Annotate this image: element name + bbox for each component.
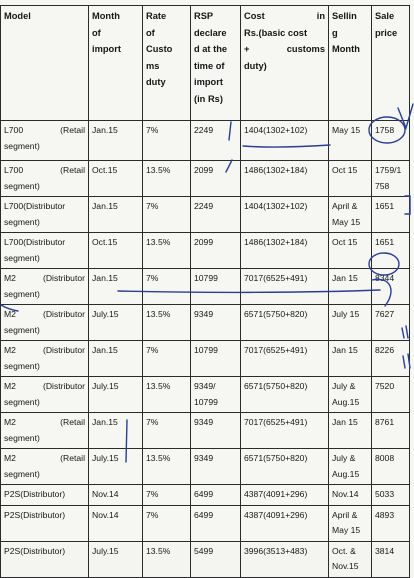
cell-cost: 1404(1302+102) bbox=[241, 197, 329, 233]
cell-rsp: 2249 bbox=[191, 121, 241, 161]
header-sale-price: Sale price bbox=[372, 6, 410, 121]
cell-customs-rate: 13.5% bbox=[143, 305, 191, 341]
cell-month-of-import: Jan.15 bbox=[89, 269, 143, 305]
cell-month-of-import: Nov.14 bbox=[89, 485, 143, 506]
cell-customs-rate: 13.5% bbox=[143, 449, 191, 485]
table-row bbox=[1, 341, 410, 377]
header-row bbox=[1, 6, 410, 121]
cell-rsp: 9349 bbox=[191, 413, 241, 449]
cell-selling-month: Nov.14 bbox=[329, 485, 372, 506]
cell-customs-rate: 7% bbox=[143, 485, 191, 506]
cell-rsp: 9349 bbox=[191, 449, 241, 485]
cell-month-of-import: Jan.15 bbox=[89, 341, 143, 377]
cell-month-of-import: July.15 bbox=[89, 449, 143, 485]
table-row bbox=[1, 377, 410, 413]
cell-model: P2S(Distributor) bbox=[1, 505, 89, 541]
cell-model: P2S(Distributor) bbox=[1, 541, 89, 577]
header-rate-of-customs-duty: Rate of Custo ms duty bbox=[143, 6, 191, 121]
cell-selling-month: July & Aug.15 bbox=[329, 377, 372, 413]
cell-selling-month: Jan 15 bbox=[329, 413, 372, 449]
cell-customs-rate: 7% bbox=[143, 505, 191, 541]
cell-sale-price: 1651 bbox=[372, 197, 410, 233]
cell-sale-price: 8761 bbox=[372, 413, 410, 449]
cell-model: L700(Distributor segment) bbox=[1, 233, 89, 269]
cell-cost: 4387(4091+296) bbox=[241, 485, 329, 506]
cell-selling-month: April & May 15 bbox=[329, 197, 372, 233]
cell-customs-rate: 7% bbox=[143, 197, 191, 233]
cell-month-of-import: Oct.15 bbox=[89, 233, 143, 269]
cell-model: M2 (Retail segment) bbox=[1, 449, 89, 485]
cell-rsp: 10799 bbox=[191, 341, 241, 377]
header-month-of-import: Month of import bbox=[89, 6, 143, 121]
cell-selling-month: Jan 15 bbox=[329, 341, 372, 377]
table-row bbox=[1, 413, 410, 449]
cell-model: L700 (Retail segment) bbox=[1, 121, 89, 161]
cell-customs-rate: 7% bbox=[143, 341, 191, 377]
cell-model: P2S(Distributor) bbox=[1, 485, 89, 506]
cell-sale-price: 1651 bbox=[372, 233, 410, 269]
cell-customs-rate: 13.5% bbox=[143, 377, 191, 413]
cell-selling-month: Jan 15 bbox=[329, 269, 372, 305]
cell-month-of-import: July.15 bbox=[89, 305, 143, 341]
cell-rsp: 5499 bbox=[191, 541, 241, 577]
cell-month-of-import: Jan.15 bbox=[89, 413, 143, 449]
cell-rsp: 2099 bbox=[191, 233, 241, 269]
table-row bbox=[1, 197, 410, 233]
cell-rsp: 2099 bbox=[191, 161, 241, 197]
cell-rsp: 6499 bbox=[191, 505, 241, 541]
cell-model: M2 (Distributor segment) bbox=[1, 269, 89, 305]
cell-sale-price: 8226 bbox=[372, 341, 410, 377]
cell-customs-rate: 13.5% bbox=[143, 541, 191, 577]
cell-model: L700 (Retail segment) bbox=[1, 161, 89, 197]
cell-sale-price: 5033 bbox=[372, 485, 410, 506]
cell-sale-price: 1759/1 758 bbox=[372, 161, 410, 197]
cell-month-of-import: Nov.14 bbox=[89, 505, 143, 541]
cell-cost: 3996(3513+483) bbox=[241, 541, 329, 577]
cell-customs-rate: 13.5% bbox=[143, 233, 191, 269]
cell-sale-price: 7520 bbox=[372, 377, 410, 413]
cell-sale-price: 1758 bbox=[372, 121, 410, 161]
cell-selling-month: Oct 15 bbox=[329, 161, 372, 197]
table-row bbox=[1, 505, 410, 541]
table-row bbox=[1, 485, 410, 506]
cell-cost: 4387(4091+296) bbox=[241, 505, 329, 541]
cell-selling-month: April & May 15 bbox=[329, 505, 372, 541]
cell-model: M2 (Distributor segment) bbox=[1, 377, 89, 413]
cell-cost: 7017(6525+491) bbox=[241, 413, 329, 449]
cell-cost: 1486(1302+184) bbox=[241, 161, 329, 197]
cell-customs-rate: 7% bbox=[143, 121, 191, 161]
cell-sale-price: 8008 bbox=[372, 449, 410, 485]
header-cost: Cost in Rs.(basic cost + customs duty) bbox=[241, 6, 329, 121]
cell-cost: 7017(6525+491) bbox=[241, 341, 329, 377]
header-selling-month: Sellin g Month bbox=[329, 6, 372, 121]
cell-selling-month: July & Aug.15 bbox=[329, 449, 372, 485]
cell-selling-month: Oct. & Nov.15 bbox=[329, 541, 372, 577]
cell-month-of-import: July.15 bbox=[89, 377, 143, 413]
cell-customs-rate: 7% bbox=[143, 269, 191, 305]
table-row bbox=[1, 121, 410, 161]
cell-selling-month: July 15 bbox=[329, 305, 372, 341]
cell-rsp: 10799 bbox=[191, 269, 241, 305]
table-row bbox=[1, 305, 410, 341]
cell-cost: 7017(6525+491) bbox=[241, 269, 329, 305]
cell-rsp: 9349 bbox=[191, 305, 241, 341]
cell-sale-price: 7627 bbox=[372, 305, 410, 341]
cell-month-of-import: July.15 bbox=[89, 541, 143, 577]
table-row bbox=[1, 161, 410, 197]
cell-customs-rate: 7% bbox=[143, 413, 191, 449]
table-row bbox=[1, 541, 410, 577]
cell-selling-month: Oct 15 bbox=[329, 233, 372, 269]
table-row bbox=[1, 449, 410, 485]
cell-model: L700(Distributor segment) bbox=[1, 197, 89, 233]
cell-model: M2 (Distributor segment) bbox=[1, 341, 89, 377]
cell-cost: 1404(1302+102) bbox=[241, 121, 329, 161]
cell-month-of-import: Jan.15 bbox=[89, 197, 143, 233]
cell-rsp: 6499 bbox=[191, 485, 241, 506]
cell-cost: 6571(5750+820) bbox=[241, 377, 329, 413]
cell-month-of-import: Oct.15 bbox=[89, 161, 143, 197]
cell-customs-rate: 13.5% bbox=[143, 161, 191, 197]
cell-selling-month: May 15 bbox=[329, 121, 372, 161]
cell-model: M2 (Distributor segment) bbox=[1, 305, 89, 341]
cell-sale-price: 3814 bbox=[372, 541, 410, 577]
cell-cost: 6571(5750+820) bbox=[241, 449, 329, 485]
import-cost-table bbox=[0, 5, 410, 578]
cell-cost: 1486(1302+184) bbox=[241, 233, 329, 269]
header-rsp: RSP declare d at the time of import (in Rs) bbox=[191, 6, 241, 121]
cell-sale-price: 4893 bbox=[372, 505, 410, 541]
cell-rsp: 9349/ 10799 bbox=[191, 377, 241, 413]
table-row bbox=[1, 269, 410, 305]
table-row bbox=[1, 233, 410, 269]
cell-sale-price: 8344 bbox=[372, 269, 410, 305]
cell-month-of-import: Jan.15 bbox=[89, 121, 143, 161]
header-model: Model bbox=[1, 6, 89, 121]
cell-cost: 6571(5750+820) bbox=[241, 305, 329, 341]
cell-model: M2 (Retail segment) bbox=[1, 413, 89, 449]
cell-rsp: 2249 bbox=[191, 197, 241, 233]
